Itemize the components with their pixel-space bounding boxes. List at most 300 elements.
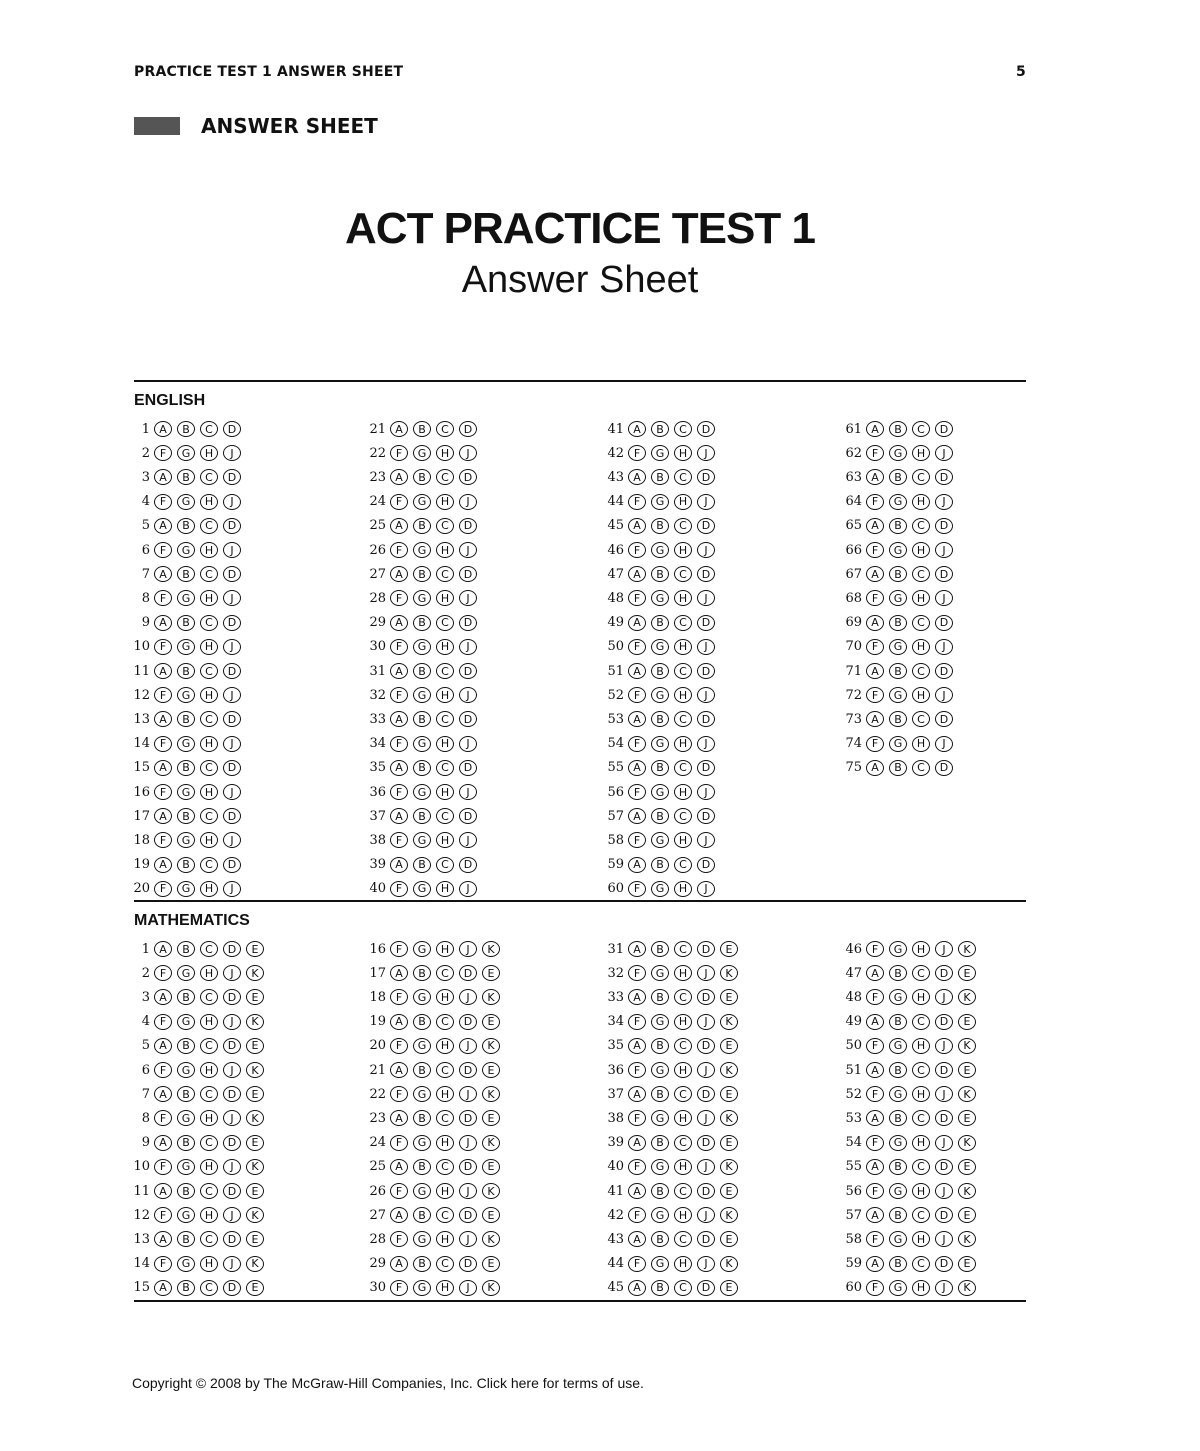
answer-bubble-a[interactable]: A bbox=[390, 1256, 408, 1272]
answer-bubble-j[interactable]: J bbox=[223, 1256, 241, 1272]
answer-bubble-c[interactable]: C bbox=[674, 1086, 692, 1102]
answer-bubble-d[interactable]: D bbox=[223, 566, 241, 582]
answer-bubble-d[interactable]: D bbox=[459, 711, 477, 727]
answer-bubble-f[interactable]: F bbox=[154, 1062, 172, 1078]
answer-bubble-b[interactable]: B bbox=[177, 1280, 195, 1296]
answer-bubble-b[interactable]: B bbox=[413, 663, 431, 679]
answer-bubble-g[interactable]: G bbox=[177, 1014, 195, 1030]
answer-bubble-a[interactable]: A bbox=[154, 941, 172, 957]
answer-bubble-f[interactable]: F bbox=[154, 1207, 172, 1223]
answer-bubble-c[interactable]: C bbox=[200, 941, 218, 957]
answer-bubble-a[interactable]: A bbox=[866, 711, 884, 727]
answer-bubble-a[interactable]: A bbox=[628, 663, 646, 679]
answer-bubble-e[interactable]: E bbox=[246, 941, 264, 957]
answer-bubble-c[interactable]: C bbox=[912, 1110, 930, 1126]
answer-bubble-j[interactable]: J bbox=[697, 445, 715, 461]
answer-bubble-j[interactable]: J bbox=[935, 989, 953, 1005]
answer-bubble-d[interactable]: D bbox=[935, 663, 953, 679]
answer-bubble-k[interactable]: K bbox=[246, 1110, 264, 1126]
answer-bubble-h[interactable]: H bbox=[912, 1038, 930, 1054]
answer-bubble-e[interactable]: E bbox=[720, 1038, 738, 1054]
answer-bubble-f[interactable]: F bbox=[390, 494, 408, 510]
answer-bubble-c[interactable]: C bbox=[674, 518, 692, 534]
answer-bubble-c[interactable]: C bbox=[200, 518, 218, 534]
answer-bubble-c[interactable]: C bbox=[436, 615, 454, 631]
answer-bubble-g[interactable]: G bbox=[889, 639, 907, 655]
answer-bubble-d[interactable]: D bbox=[935, 421, 953, 437]
answer-bubble-f[interactable]: F bbox=[628, 1014, 646, 1030]
answer-bubble-f[interactable]: F bbox=[154, 1159, 172, 1175]
answer-bubble-h[interactable]: H bbox=[912, 1280, 930, 1296]
answer-bubble-d[interactable]: D bbox=[459, 1110, 477, 1126]
answer-bubble-f[interactable]: F bbox=[154, 445, 172, 461]
answer-bubble-a[interactable]: A bbox=[628, 857, 646, 873]
answer-bubble-e[interactable]: E bbox=[246, 989, 264, 1005]
answer-bubble-k[interactable]: K bbox=[720, 965, 738, 981]
answer-bubble-k[interactable]: K bbox=[720, 1256, 738, 1272]
answer-bubble-j[interactable]: J bbox=[697, 736, 715, 752]
answer-bubble-f[interactable]: F bbox=[628, 1062, 646, 1078]
answer-bubble-g[interactable]: G bbox=[889, 941, 907, 957]
answer-bubble-b[interactable]: B bbox=[413, 1110, 431, 1126]
answer-bubble-h[interactable]: H bbox=[912, 590, 930, 606]
answer-bubble-d[interactable]: D bbox=[459, 760, 477, 776]
answer-bubble-j[interactable]: J bbox=[459, 445, 477, 461]
answer-bubble-h[interactable]: H bbox=[912, 1135, 930, 1151]
answer-bubble-j[interactable]: J bbox=[223, 881, 241, 897]
answer-bubble-j[interactable]: J bbox=[935, 542, 953, 558]
answer-bubble-c[interactable]: C bbox=[912, 711, 930, 727]
answer-bubble-a[interactable]: A bbox=[154, 711, 172, 727]
answer-bubble-b[interactable]: B bbox=[889, 421, 907, 437]
answer-bubble-h[interactable]: H bbox=[436, 687, 454, 703]
answer-bubble-a[interactable]: A bbox=[866, 1014, 884, 1030]
answer-bubble-c[interactable]: C bbox=[436, 1110, 454, 1126]
answer-bubble-c[interactable]: C bbox=[436, 760, 454, 776]
answer-bubble-d[interactable]: D bbox=[697, 941, 715, 957]
answer-bubble-d[interactable]: D bbox=[459, 1159, 477, 1175]
answer-bubble-e[interactable]: E bbox=[246, 1183, 264, 1199]
answer-bubble-d[interactable]: D bbox=[697, 1135, 715, 1151]
answer-bubble-a[interactable]: A bbox=[628, 941, 646, 957]
answer-bubble-h[interactable]: H bbox=[912, 1183, 930, 1199]
answer-bubble-b[interactable]: B bbox=[651, 1038, 669, 1054]
answer-bubble-a[interactable]: A bbox=[390, 857, 408, 873]
answer-bubble-g[interactable]: G bbox=[177, 784, 195, 800]
answer-bubble-d[interactable]: D bbox=[935, 760, 953, 776]
answer-bubble-f[interactable]: F bbox=[154, 784, 172, 800]
answer-bubble-b[interactable]: B bbox=[651, 518, 669, 534]
answer-bubble-c[interactable]: C bbox=[674, 1280, 692, 1296]
answer-bubble-a[interactable]: A bbox=[390, 469, 408, 485]
answer-bubble-f[interactable]: F bbox=[390, 445, 408, 461]
answer-bubble-h[interactable]: H bbox=[912, 445, 930, 461]
answer-bubble-a[interactable]: A bbox=[154, 989, 172, 1005]
answer-bubble-j[interactable]: J bbox=[697, 1110, 715, 1126]
answer-bubble-d[interactable]: D bbox=[697, 711, 715, 727]
answer-bubble-c[interactable]: C bbox=[200, 469, 218, 485]
answer-bubble-c[interactable]: C bbox=[674, 615, 692, 631]
answer-bubble-g[interactable]: G bbox=[413, 832, 431, 848]
answer-bubble-g[interactable]: G bbox=[413, 881, 431, 897]
answer-bubble-f[interactable]: F bbox=[154, 1014, 172, 1030]
answer-bubble-h[interactable]: H bbox=[674, 1207, 692, 1223]
answer-bubble-d[interactable]: D bbox=[459, 1256, 477, 1272]
answer-bubble-a[interactable]: A bbox=[390, 1014, 408, 1030]
answer-bubble-g[interactable]: G bbox=[651, 1014, 669, 1030]
answer-bubble-a[interactable]: A bbox=[866, 1062, 884, 1078]
answer-bubble-a[interactable]: A bbox=[866, 469, 884, 485]
answer-bubble-d[interactable]: D bbox=[223, 469, 241, 485]
answer-bubble-c[interactable]: C bbox=[200, 1086, 218, 1102]
answer-bubble-h[interactable]: H bbox=[912, 542, 930, 558]
answer-bubble-d[interactable]: D bbox=[935, 965, 953, 981]
answer-bubble-c[interactable]: C bbox=[674, 808, 692, 824]
answer-bubble-j[interactable]: J bbox=[459, 1183, 477, 1199]
answer-bubble-j[interactable]: J bbox=[223, 639, 241, 655]
answer-bubble-c[interactable]: C bbox=[200, 663, 218, 679]
answer-bubble-a[interactable]: A bbox=[628, 989, 646, 1005]
answer-bubble-c[interactable]: C bbox=[436, 711, 454, 727]
answer-bubble-g[interactable]: G bbox=[413, 1086, 431, 1102]
answer-bubble-b[interactable]: B bbox=[413, 469, 431, 485]
answer-bubble-c[interactable]: C bbox=[436, 663, 454, 679]
answer-bubble-k[interactable]: K bbox=[246, 1256, 264, 1272]
answer-bubble-b[interactable]: B bbox=[413, 566, 431, 582]
answer-bubble-d[interactable]: D bbox=[223, 941, 241, 957]
answer-bubble-b[interactable]: B bbox=[651, 989, 669, 1005]
answer-bubble-c[interactable]: C bbox=[912, 1062, 930, 1078]
answer-bubble-f[interactable]: F bbox=[390, 639, 408, 655]
answer-bubble-d[interactable]: D bbox=[697, 1183, 715, 1199]
answer-bubble-g[interactable]: G bbox=[413, 989, 431, 1005]
answer-bubble-f[interactable]: F bbox=[154, 494, 172, 510]
answer-bubble-k[interactable]: K bbox=[958, 1038, 976, 1054]
answer-bubble-a[interactable]: A bbox=[390, 760, 408, 776]
answer-bubble-b[interactable]: B bbox=[413, 1207, 431, 1223]
answer-bubble-d[interactable]: D bbox=[223, 1183, 241, 1199]
answer-bubble-j[interactable]: J bbox=[697, 590, 715, 606]
copyright-footer[interactable]: Copyright © 2008 by The McGraw-Hill Companies, Inc. Click here for terms of use. bbox=[132, 1375, 644, 1391]
answer-bubble-g[interactable]: G bbox=[413, 590, 431, 606]
answer-bubble-h[interactable]: H bbox=[912, 687, 930, 703]
answer-bubble-e[interactable]: E bbox=[958, 1014, 976, 1030]
answer-bubble-g[interactable]: G bbox=[889, 687, 907, 703]
answer-bubble-h[interactable]: H bbox=[200, 1207, 218, 1223]
answer-bubble-a[interactable]: A bbox=[390, 1207, 408, 1223]
answer-bubble-d[interactable]: D bbox=[459, 965, 477, 981]
answer-bubble-f[interactable]: F bbox=[866, 1038, 884, 1054]
answer-bubble-b[interactable]: B bbox=[413, 421, 431, 437]
answer-bubble-b[interactable]: B bbox=[413, 1256, 431, 1272]
answer-bubble-b[interactable]: B bbox=[413, 518, 431, 534]
answer-bubble-c[interactable]: C bbox=[200, 421, 218, 437]
answer-bubble-c[interactable]: C bbox=[200, 760, 218, 776]
answer-bubble-f[interactable]: F bbox=[866, 445, 884, 461]
answer-bubble-e[interactable]: E bbox=[720, 989, 738, 1005]
answer-bubble-a[interactable]: A bbox=[866, 421, 884, 437]
answer-bubble-f[interactable]: F bbox=[154, 1256, 172, 1272]
answer-bubble-j[interactable]: J bbox=[459, 832, 477, 848]
answer-bubble-a[interactable]: A bbox=[154, 469, 172, 485]
answer-bubble-a[interactable]: A bbox=[154, 566, 172, 582]
answer-bubble-h[interactable]: H bbox=[200, 1110, 218, 1126]
answer-bubble-h[interactable]: H bbox=[674, 639, 692, 655]
answer-bubble-j[interactable]: J bbox=[223, 542, 241, 558]
answer-bubble-d[interactable]: D bbox=[935, 1256, 953, 1272]
answer-bubble-e[interactable]: E bbox=[246, 1135, 264, 1151]
answer-bubble-j[interactable]: J bbox=[697, 784, 715, 800]
answer-bubble-b[interactable]: B bbox=[177, 1231, 195, 1247]
answer-bubble-d[interactable]: D bbox=[935, 1062, 953, 1078]
answer-bubble-h[interactable]: H bbox=[674, 445, 692, 461]
answer-bubble-b[interactable]: B bbox=[177, 760, 195, 776]
answer-bubble-g[interactable]: G bbox=[177, 494, 195, 510]
answer-bubble-h[interactable]: H bbox=[200, 832, 218, 848]
answer-bubble-g[interactable]: G bbox=[177, 1207, 195, 1223]
answer-bubble-b[interactable]: B bbox=[177, 1086, 195, 1102]
answer-bubble-c[interactable]: C bbox=[200, 566, 218, 582]
answer-bubble-j[interactable]: J bbox=[697, 832, 715, 848]
answer-bubble-c[interactable]: C bbox=[912, 663, 930, 679]
answer-bubble-c[interactable]: C bbox=[200, 1231, 218, 1247]
answer-bubble-e[interactable]: E bbox=[720, 1183, 738, 1199]
answer-bubble-h[interactable]: H bbox=[200, 590, 218, 606]
answer-bubble-f[interactable]: F bbox=[390, 1280, 408, 1296]
answer-bubble-e[interactable]: E bbox=[958, 1256, 976, 1272]
answer-bubble-h[interactable]: H bbox=[200, 445, 218, 461]
answer-bubble-b[interactable]: B bbox=[889, 566, 907, 582]
answer-bubble-j[interactable]: J bbox=[459, 989, 477, 1005]
answer-bubble-h[interactable]: H bbox=[200, 784, 218, 800]
answer-bubble-j[interactable]: J bbox=[223, 1159, 241, 1175]
answer-bubble-f[interactable]: F bbox=[154, 736, 172, 752]
answer-bubble-c[interactable]: C bbox=[436, 1062, 454, 1078]
answer-bubble-f[interactable]: F bbox=[628, 965, 646, 981]
answer-bubble-a[interactable]: A bbox=[390, 615, 408, 631]
answer-bubble-c[interactable]: C bbox=[674, 941, 692, 957]
answer-bubble-d[interactable]: D bbox=[935, 615, 953, 631]
answer-bubble-b[interactable]: B bbox=[413, 760, 431, 776]
answer-bubble-h[interactable]: H bbox=[674, 494, 692, 510]
answer-bubble-f[interactable]: F bbox=[628, 590, 646, 606]
answer-bubble-e[interactable]: E bbox=[958, 965, 976, 981]
answer-bubble-d[interactable]: D bbox=[935, 566, 953, 582]
answer-bubble-b[interactable]: B bbox=[651, 941, 669, 957]
answer-bubble-d[interactable]: D bbox=[935, 518, 953, 534]
answer-bubble-f[interactable]: F bbox=[866, 1280, 884, 1296]
answer-bubble-f[interactable]: F bbox=[390, 832, 408, 848]
answer-bubble-b[interactable]: B bbox=[177, 941, 195, 957]
answer-bubble-f[interactable]: F bbox=[390, 989, 408, 1005]
answer-bubble-g[interactable]: G bbox=[651, 1159, 669, 1175]
answer-bubble-f[interactable]: F bbox=[866, 989, 884, 1005]
answer-bubble-a[interactable]: A bbox=[154, 663, 172, 679]
answer-bubble-d[interactable]: D bbox=[459, 518, 477, 534]
answer-bubble-d[interactable]: D bbox=[935, 1110, 953, 1126]
answer-bubble-j[interactable]: J bbox=[223, 494, 241, 510]
answer-bubble-f[interactable]: F bbox=[866, 590, 884, 606]
answer-bubble-h[interactable]: H bbox=[436, 941, 454, 957]
answer-bubble-c[interactable]: C bbox=[436, 1256, 454, 1272]
answer-bubble-c[interactable]: C bbox=[200, 808, 218, 824]
answer-bubble-h[interactable]: H bbox=[436, 542, 454, 558]
answer-bubble-f[interactable]: F bbox=[390, 1135, 408, 1151]
answer-bubble-d[interactable]: D bbox=[697, 1280, 715, 1296]
answer-bubble-e[interactable]: E bbox=[482, 1110, 500, 1126]
answer-bubble-g[interactable]: G bbox=[651, 590, 669, 606]
answer-bubble-e[interactable]: E bbox=[720, 1231, 738, 1247]
answer-bubble-k[interactable]: K bbox=[482, 1280, 500, 1296]
answer-bubble-g[interactable]: G bbox=[177, 445, 195, 461]
answer-bubble-h[interactable]: H bbox=[436, 736, 454, 752]
answer-bubble-a[interactable]: A bbox=[628, 1280, 646, 1296]
answer-bubble-f[interactable]: F bbox=[390, 736, 408, 752]
answer-bubble-a[interactable]: A bbox=[628, 808, 646, 824]
answer-bubble-j[interactable]: J bbox=[459, 736, 477, 752]
answer-bubble-e[interactable]: E bbox=[720, 1280, 738, 1296]
answer-bubble-f[interactable]: F bbox=[628, 881, 646, 897]
answer-bubble-f[interactable]: F bbox=[154, 1110, 172, 1126]
answer-bubble-g[interactable]: G bbox=[651, 1207, 669, 1223]
answer-bubble-c[interactable]: C bbox=[912, 1159, 930, 1175]
answer-bubble-c[interactable]: C bbox=[436, 421, 454, 437]
answer-bubble-j[interactable]: J bbox=[223, 1207, 241, 1223]
answer-bubble-c[interactable]: C bbox=[200, 1135, 218, 1151]
answer-bubble-g[interactable]: G bbox=[177, 542, 195, 558]
answer-bubble-b[interactable]: B bbox=[651, 1135, 669, 1151]
answer-bubble-b[interactable]: B bbox=[651, 566, 669, 582]
answer-bubble-a[interactable]: A bbox=[390, 663, 408, 679]
answer-bubble-a[interactable]: A bbox=[154, 857, 172, 873]
answer-bubble-b[interactable]: B bbox=[413, 1014, 431, 1030]
answer-bubble-d[interactable]: D bbox=[459, 421, 477, 437]
answer-bubble-g[interactable]: G bbox=[177, 736, 195, 752]
answer-bubble-j[interactable]: J bbox=[697, 1062, 715, 1078]
answer-bubble-b[interactable]: B bbox=[177, 1183, 195, 1199]
answer-bubble-g[interactable]: G bbox=[651, 445, 669, 461]
answer-bubble-a[interactable]: A bbox=[628, 615, 646, 631]
answer-bubble-b[interactable]: B bbox=[413, 808, 431, 824]
answer-bubble-c[interactable]: C bbox=[674, 1183, 692, 1199]
answer-bubble-c[interactable]: C bbox=[436, 566, 454, 582]
answer-bubble-f[interactable]: F bbox=[628, 494, 646, 510]
answer-bubble-k[interactable]: K bbox=[720, 1207, 738, 1223]
answer-bubble-f[interactable]: F bbox=[628, 687, 646, 703]
answer-bubble-d[interactable]: D bbox=[223, 1086, 241, 1102]
answer-bubble-h[interactable]: H bbox=[912, 736, 930, 752]
answer-bubble-d[interactable]: D bbox=[459, 566, 477, 582]
answer-bubble-g[interactable]: G bbox=[651, 494, 669, 510]
answer-bubble-h[interactable]: H bbox=[912, 639, 930, 655]
answer-bubble-c[interactable]: C bbox=[912, 760, 930, 776]
answer-bubble-g[interactable]: G bbox=[889, 494, 907, 510]
answer-bubble-g[interactable]: G bbox=[177, 881, 195, 897]
answer-bubble-c[interactable]: C bbox=[674, 711, 692, 727]
answer-bubble-j[interactable]: J bbox=[935, 1135, 953, 1151]
answer-bubble-f[interactable]: F bbox=[154, 639, 172, 655]
answer-bubble-d[interactable]: D bbox=[935, 711, 953, 727]
answer-bubble-h[interactable]: H bbox=[200, 736, 218, 752]
answer-bubble-d[interactable]: D bbox=[223, 1135, 241, 1151]
answer-bubble-c[interactable]: C bbox=[912, 965, 930, 981]
answer-bubble-k[interactable]: K bbox=[246, 965, 264, 981]
answer-bubble-h[interactable]: H bbox=[674, 784, 692, 800]
answer-bubble-b[interactable]: B bbox=[889, 1014, 907, 1030]
answer-bubble-f[interactable]: F bbox=[866, 494, 884, 510]
answer-bubble-k[interactable]: K bbox=[246, 1207, 264, 1223]
answer-bubble-g[interactable]: G bbox=[413, 941, 431, 957]
answer-bubble-k[interactable]: K bbox=[958, 1183, 976, 1199]
answer-bubble-f[interactable]: F bbox=[866, 639, 884, 655]
answer-bubble-c[interactable]: C bbox=[436, 1014, 454, 1030]
answer-bubble-g[interactable]: G bbox=[413, 1183, 431, 1199]
answer-bubble-h[interactable]: H bbox=[674, 832, 692, 848]
answer-bubble-h[interactable]: H bbox=[200, 1256, 218, 1272]
answer-bubble-g[interactable]: G bbox=[889, 736, 907, 752]
answer-bubble-b[interactable]: B bbox=[177, 566, 195, 582]
answer-bubble-k[interactable]: K bbox=[482, 1231, 500, 1247]
answer-bubble-a[interactable]: A bbox=[390, 518, 408, 534]
answer-bubble-g[interactable]: G bbox=[177, 687, 195, 703]
answer-bubble-f[interactable]: F bbox=[628, 832, 646, 848]
answer-bubble-k[interactable]: K bbox=[958, 1280, 976, 1296]
answer-bubble-c[interactable]: C bbox=[200, 615, 218, 631]
answer-bubble-c[interactable]: C bbox=[912, 1207, 930, 1223]
answer-bubble-e[interactable]: E bbox=[482, 1207, 500, 1223]
answer-bubble-h[interactable]: H bbox=[674, 736, 692, 752]
answer-bubble-e[interactable]: E bbox=[720, 1086, 738, 1102]
answer-bubble-j[interactable]: J bbox=[697, 881, 715, 897]
answer-bubble-d[interactable]: D bbox=[459, 1062, 477, 1078]
answer-bubble-h[interactable]: H bbox=[200, 494, 218, 510]
answer-bubble-b[interactable]: B bbox=[889, 1110, 907, 1126]
answer-bubble-b[interactable]: B bbox=[177, 663, 195, 679]
answer-bubble-k[interactable]: K bbox=[958, 989, 976, 1005]
answer-bubble-g[interactable]: G bbox=[651, 542, 669, 558]
answer-bubble-h[interactable]: H bbox=[200, 639, 218, 655]
answer-bubble-h[interactable]: H bbox=[436, 1183, 454, 1199]
answer-bubble-d[interactable]: D bbox=[223, 1038, 241, 1054]
answer-bubble-d[interactable]: D bbox=[697, 857, 715, 873]
answer-bubble-c[interactable]: C bbox=[200, 711, 218, 727]
answer-bubble-b[interactable]: B bbox=[177, 1135, 195, 1151]
answer-bubble-g[interactable]: G bbox=[889, 542, 907, 558]
answer-bubble-d[interactable]: D bbox=[223, 760, 241, 776]
answer-bubble-d[interactable]: D bbox=[697, 615, 715, 631]
answer-bubble-c[interactable]: C bbox=[200, 857, 218, 873]
answer-bubble-c[interactable]: C bbox=[436, 808, 454, 824]
answer-bubble-h[interactable]: H bbox=[436, 1086, 454, 1102]
answer-bubble-b[interactable]: B bbox=[651, 808, 669, 824]
answer-bubble-g[interactable]: G bbox=[651, 965, 669, 981]
answer-bubble-e[interactable]: E bbox=[482, 1256, 500, 1272]
answer-bubble-d[interactable]: D bbox=[223, 663, 241, 679]
answer-bubble-g[interactable]: G bbox=[177, 1110, 195, 1126]
answer-bubble-a[interactable]: A bbox=[390, 421, 408, 437]
answer-bubble-f[interactable]: F bbox=[390, 542, 408, 558]
answer-bubble-h[interactable]: H bbox=[436, 784, 454, 800]
answer-bubble-f[interactable]: F bbox=[390, 1183, 408, 1199]
answer-bubble-a[interactable]: A bbox=[866, 663, 884, 679]
answer-bubble-d[interactable]: D bbox=[223, 615, 241, 631]
answer-bubble-d[interactable]: D bbox=[697, 1231, 715, 1247]
answer-bubble-b[interactable]: B bbox=[889, 1256, 907, 1272]
answer-bubble-b[interactable]: B bbox=[177, 808, 195, 824]
answer-bubble-d[interactable]: D bbox=[223, 989, 241, 1005]
answer-bubble-c[interactable]: C bbox=[912, 421, 930, 437]
answer-bubble-j[interactable]: J bbox=[935, 494, 953, 510]
